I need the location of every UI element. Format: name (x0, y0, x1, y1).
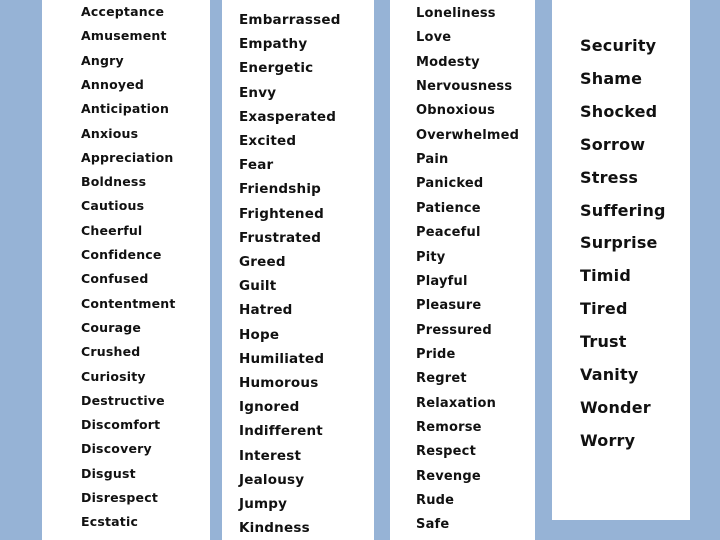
emotion-word: Frightened (239, 205, 324, 222)
emotion-word: Ecstatic (81, 514, 139, 530)
emotion-word: Guilt (239, 278, 277, 295)
emotion-word: Shocked (580, 101, 658, 121)
emotion-word: Annoyed (81, 76, 145, 92)
emotion-word: Fear (239, 157, 274, 174)
emotion-word: Surprise (580, 233, 658, 253)
emotion-word: Envy (239, 84, 277, 101)
emotion-word: Relaxation (416, 395, 497, 411)
emotion-word: Angry (81, 52, 124, 68)
emotion-word: Discomfort (81, 417, 161, 433)
emotion-word: Safe (416, 517, 450, 533)
emotion-word: Exasperated (239, 108, 337, 125)
emotion-word: Hatred (239, 302, 293, 319)
emotion-word: Indifferent (239, 423, 323, 440)
emotion-word: Cautious (81, 198, 145, 214)
emotion-word: Rude (416, 493, 455, 508)
emotion-word: Shame (580, 68, 643, 88)
emotion-word: Pain (416, 152, 449, 168)
emotion-word: Cheerful (81, 222, 143, 238)
emotion-word: Patience (416, 200, 481, 216)
emotion-word: Kindness (239, 520, 310, 537)
word-column-2 (222, 0, 374, 540)
emotion-word: Humiliated (239, 350, 325, 367)
emotion-word: Boldness (81, 174, 147, 190)
emotion-word: Trust (580, 332, 627, 352)
emotion-word: Sorrow (580, 134, 646, 154)
emotion-word: Peaceful (416, 225, 481, 241)
emotion-word: Disgust (81, 465, 136, 481)
emotion-word: Acceptance (81, 4, 165, 19)
emotion-word: Confused (81, 271, 149, 287)
emotion-word: Timid (580, 266, 632, 286)
emotion-word: Ignored (239, 399, 300, 416)
emotion-word: Appreciation (81, 149, 174, 165)
emotion-word: Regret (416, 371, 467, 387)
emotion-word: Energetic (239, 60, 314, 77)
emotion-word: Empathy (239, 36, 308, 53)
word-column-4 (552, 0, 690, 520)
emotion-word: Modesty (416, 54, 480, 70)
emotion-word: Humorous (239, 375, 319, 391)
emotion-word: Anticipation (81, 101, 170, 117)
emotion-word: Nervousness (416, 79, 513, 95)
emotion-word: Anxious (81, 125, 139, 141)
emotion-word: Discovery (81, 441, 152, 457)
emotion-word: Jealousy (239, 471, 305, 488)
emotion-word: Confidence (81, 247, 162, 262)
emotion-word: Jumpy (239, 496, 288, 512)
word-column-3 (390, 0, 535, 540)
emotion-word: Suffering (580, 200, 666, 220)
emotion-word: Vanity (580, 365, 639, 384)
emotion-word: Crushed (81, 344, 141, 360)
emotion-word: Love (416, 30, 452, 46)
emotion-word: Courage (81, 319, 142, 335)
emotion-word: Frustrated (239, 229, 322, 246)
emotion-word: Panicked (416, 176, 484, 192)
emotion-word: Excited (239, 133, 297, 149)
emotion-word: Respect (416, 444, 477, 460)
emotion-word: Obnoxious (416, 103, 496, 119)
emotion-word: Pride (416, 346, 456, 362)
emotion-word: Contentment (81, 295, 176, 311)
emotion-word: Wonder (580, 397, 651, 417)
emotion-word: Worry (580, 430, 636, 450)
emotion-word: Pleasure (416, 298, 482, 314)
emotion-word: Disrespect (81, 490, 158, 505)
emotion-word: Tired (580, 299, 628, 319)
emotion-word: Playful (416, 273, 468, 289)
emotion-word: Remorse (416, 419, 482, 435)
emotion-word: Pressured (416, 322, 492, 338)
emotion-word: Amusement (81, 28, 167, 44)
emotion-word: Destructive (81, 392, 165, 408)
emotion-word: Overwhelmed (416, 127, 520, 143)
emotion-word: Interest (239, 447, 302, 464)
emotion-word: Stress (580, 167, 639, 187)
emotion-word: Greed (239, 254, 286, 270)
emotion-word: Friendship (239, 181, 322, 198)
emotion-word: Embarrassed (239, 12, 341, 28)
word-column-1 (42, 0, 210, 540)
emotion-word: Security (580, 36, 657, 55)
emotion-word: Pity (416, 249, 446, 265)
emotion-word: Curiosity (81, 368, 146, 384)
emotion-word: Hope (239, 326, 280, 343)
emotion-word: Revenge (416, 468, 481, 484)
emotion-word: Loneliness (416, 6, 496, 21)
